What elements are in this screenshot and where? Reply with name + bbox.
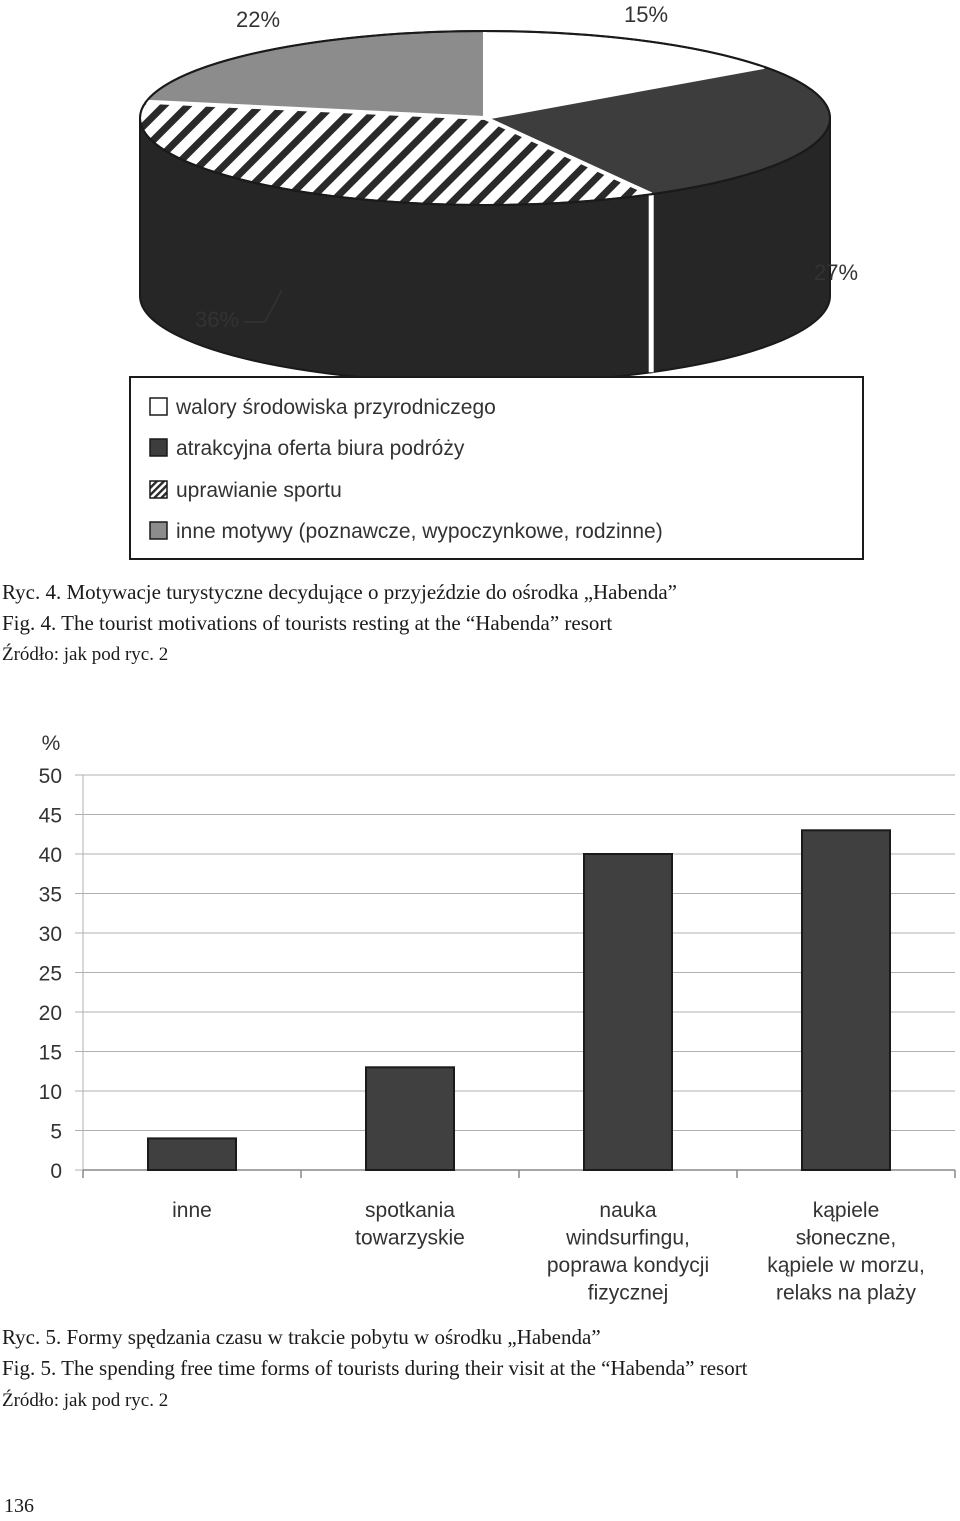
legend-swatch xyxy=(150,481,167,498)
bar xyxy=(802,830,890,1170)
legend-swatch xyxy=(150,398,167,415)
fig4-source: Źródło: jak pod ryc. 2 xyxy=(2,644,169,665)
y-tick-label: 20 xyxy=(38,1002,62,1025)
legend-label: inne motywy (poznawcze, wypoczynkowe, rodzinne) xyxy=(176,520,663,543)
x-tick-label: słoneczne, xyxy=(795,1226,897,1250)
x-tick-label: relaks na plaży xyxy=(775,1281,917,1305)
fig4-caption-en: Fig. 4. The tourist motivations of tourists resting at the “Habenda” resort xyxy=(2,611,613,635)
bar-chart xyxy=(39,732,955,1305)
x-tick-label: kąpiele w morzu, xyxy=(767,1254,925,1277)
x-tick-label: inne xyxy=(172,1199,212,1222)
fig5-caption-en: Fig. 5. The spending free time forms of tourists during their visit at the “Habenda” resort xyxy=(2,1356,748,1380)
fig4-caption-pl: Ryc. 4. Motywacje turystyczne decydujące o przyjeździe do ośrodka „Habenda” xyxy=(2,580,677,604)
y-axis-label: % xyxy=(41,732,61,755)
legend-label: walory środowiska przyrodniczego xyxy=(176,396,496,419)
legend-label: atrakcyjna oferta biura podróży xyxy=(176,437,465,460)
y-tick-label: 25 xyxy=(38,962,62,986)
bar xyxy=(148,1138,236,1170)
pie-chart xyxy=(140,2,858,383)
y-tick-label: 40 xyxy=(38,844,62,867)
fig5-source: Źródło: jak pod ryc. 2 xyxy=(2,1390,169,1411)
legend-swatch xyxy=(150,439,167,456)
pie-legend xyxy=(130,377,863,559)
y-tick-label: 45 xyxy=(38,804,62,828)
pie-value-label: 27% xyxy=(813,260,859,285)
pie-value-label: 22% xyxy=(235,7,281,32)
x-tick-label: nauka xyxy=(599,1199,657,1222)
x-tick-label: kąpiele xyxy=(812,1199,880,1222)
x-tick-label: towarzyskie xyxy=(355,1226,465,1250)
pie-value-label: 36% xyxy=(194,307,240,332)
legend-label: uprawianie sportu xyxy=(176,479,342,502)
x-tick-label: spotkania xyxy=(365,1199,455,1222)
legend-swatch xyxy=(150,522,167,539)
x-tick-label: windsurfingu, xyxy=(566,1226,690,1250)
x-tick-label: fizycznej xyxy=(587,1281,669,1305)
y-tick-label: 5 xyxy=(50,1120,62,1144)
pie-value-label: 15% xyxy=(623,2,669,27)
fig5-caption-pl: Ryc. 5. Formy spędzania czasu w trakcie pobytu w ośrodku „Habenda” xyxy=(2,1325,601,1349)
y-tick-label: 15 xyxy=(38,1041,62,1065)
y-tick-label: 0 xyxy=(50,1160,62,1183)
y-tick-label: 30 xyxy=(38,923,62,946)
bar xyxy=(584,854,672,1170)
y-tick-label: 35 xyxy=(38,883,62,907)
y-tick-label: 10 xyxy=(38,1081,62,1104)
x-tick-label: poprawa kondycji xyxy=(546,1254,710,1277)
page-number: 136 xyxy=(4,1495,34,1517)
y-tick-label: 50 xyxy=(38,765,62,788)
bar xyxy=(366,1067,454,1170)
